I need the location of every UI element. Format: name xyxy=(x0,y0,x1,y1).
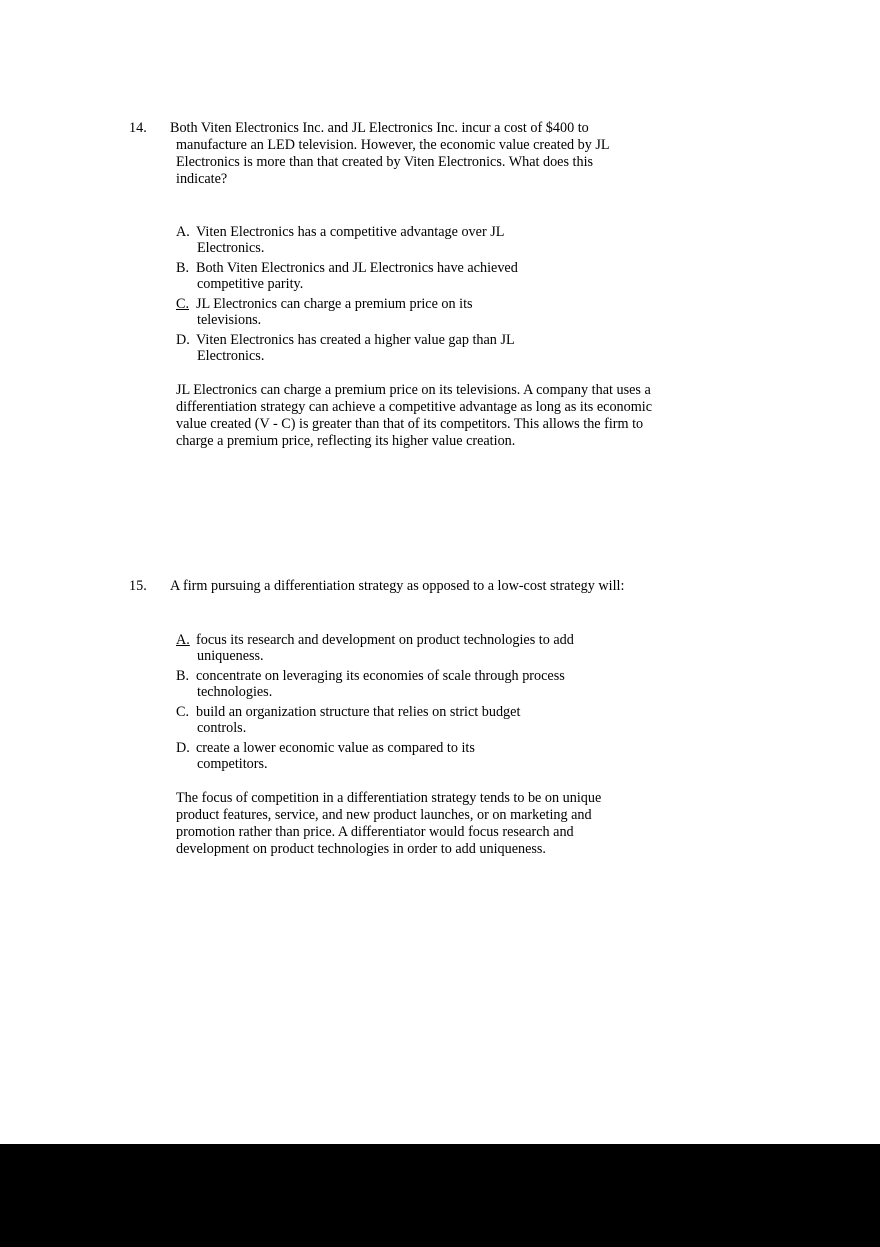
bottom-black-bar xyxy=(0,1144,880,1247)
answer-options-15 xyxy=(176,632,606,776)
answer-options-14 xyxy=(176,224,596,368)
option-text: Viten Electronics has created a higher value gap than JL xyxy=(196,332,515,348)
option-text: create a lower economic value as compared to its xyxy=(196,740,475,756)
option-letter: A. xyxy=(176,224,190,240)
option-letter-correct: C. xyxy=(176,296,190,312)
question-number: 14. xyxy=(129,120,147,136)
answer-option-b xyxy=(176,668,606,700)
question-stem-line1: A firm pursuing a differentiation strategy as opposed to a low-cost strategy will: xyxy=(170,578,625,594)
answer-explanation-15: The focus of competition in a differentiation strategy tends to be on unique product features, service, and new product launches, or on marketing and promotion rather than price. A differentiator would focus research and development on product technologies in order to add uniqueness. xyxy=(176,790,602,857)
answer-option-d xyxy=(176,332,596,364)
question-stem-line1: Both Viten Electronics Inc. and JL Electronics Inc. incur a cost of $400 to xyxy=(170,120,589,136)
option-letter: D. xyxy=(176,740,190,756)
answer-option-a xyxy=(176,224,596,256)
answer-explanation-14: JL Electronics can charge a premium price on its televisions. A company that uses a differentiation strategy can achieve a competitive advantage as long as its economic value created (V - C) is greater than that of its competitors. This allows the firm to charge a premium price, reflecting its higher value creation. xyxy=(176,382,653,449)
question-stem-rest: manufacture an LED television. However, the economic value created by JL Electronics is more than that created by Viten Electronics. What does this indicate? xyxy=(176,137,610,187)
option-text-cont: competitors. xyxy=(197,756,268,772)
option-text-cont: Electronics. xyxy=(197,348,265,364)
answer-option-b xyxy=(176,260,596,292)
option-text: focus its research and development on product technologies to add xyxy=(196,632,574,648)
option-letter: C. xyxy=(176,704,190,720)
option-text-cont: competitive parity. xyxy=(197,276,304,292)
option-text-cont: Electronics. xyxy=(197,240,265,256)
question-stem xyxy=(170,578,690,595)
answer-option-c-correct xyxy=(176,296,596,328)
answer-option-a-correct xyxy=(176,632,606,664)
option-text-cont: controls. xyxy=(197,720,247,736)
option-text: concentrate on leveraging its economies of scale through process xyxy=(196,668,565,684)
option-letter: D. xyxy=(176,332,190,348)
option-text: Both Viten Electronics and JL Electronics have achieved xyxy=(196,260,518,276)
option-text-cont: uniqueness. xyxy=(197,648,264,664)
option-letter: B. xyxy=(176,668,190,684)
option-text: build an organization structure that relies on strict budget xyxy=(196,704,521,720)
option-text-cont: technologies. xyxy=(197,684,273,700)
question-stem xyxy=(170,120,630,188)
option-text: JL Electronics can charge a premium price on its xyxy=(196,296,473,312)
answer-option-c xyxy=(176,704,606,736)
option-letter: B. xyxy=(176,260,190,276)
option-letter-correct: A. xyxy=(176,632,190,648)
option-text-cont: televisions. xyxy=(197,312,262,328)
answer-option-d xyxy=(176,740,606,772)
question-number: 15. xyxy=(129,578,147,594)
option-text: Viten Electronics has a competitive advantage over JL xyxy=(196,224,505,240)
